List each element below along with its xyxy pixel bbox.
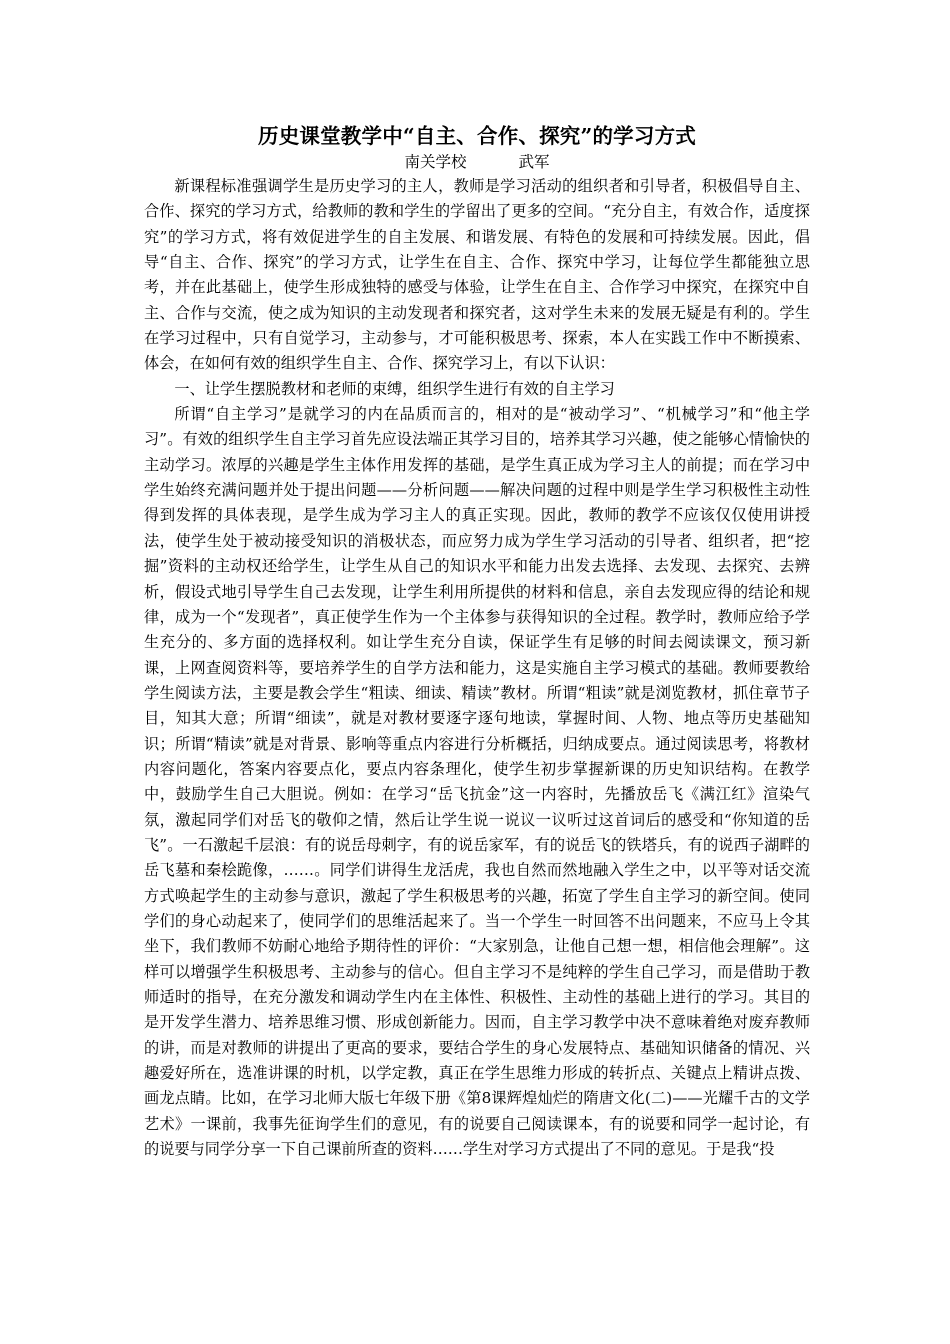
document-title: 历史课堂教学中“自主、合作、探究”的学习方式: [258, 124, 696, 148]
byline: [144, 150, 810, 174]
document-page: [144, 122, 810, 1162]
section-1-paragraph: 所谓“自主学习”是就学习的内在品质而言的，相对的是“被动学习”、“机械学习”和“他主学习”。有效的组织学生自主学习首先应设法端正其学习目的，培养其学习兴趣，使之能够心情愉快的主动学习。浓厚的兴趣是学生主体作用发挥的基础，是学生真正成为学习主人的前提；而在学习中学生始终充满问题并处于提出问题——分析问题——解决问题的过程中则是学生学习积极性主动性得到发挥的具体表现，是学生成为学习主人的真正实现。因此，教师的教学不应该仅仅使用讲授法，使学生处于被动接受知识的消极状态，而应努力成为学生学习活动的引导者、组织者，把“挖掘”资料的主动权还给学生，让学生从自己的知识水平和能力出发去选择、去发现、去探究、去辨析，假设式地引导学生自己去发现，让学生利用所提供的材料和信息，亲自去发现应得的结论和规律，成为一个“发现者”，真正使学生作为一个主体参与获得知识的全过程。教学时，教师应给予学生充分的、多方面的选择权利。如让学生充分自读，保证学生有足够的时间去阅读课文，预习新课，上网查阅资料等，要培养学生的自学方法和能力，这是实施自主学习模式的基础。教师要教给学生阅读方法，主要是教会学生“粗读、细读、精读”教材。所谓“粗读”就是浏览教材，抓住章节子目，知其大意；所谓“细读”，就是对教材要逐字逐句地读，掌握时间、人物、地点等历史基础知识；所谓“精读”就是对背景、影响等重点内容进行分析概括，归纳成要点。通过阅读思考，将教材内容问题化，答案内容要点化，要点内容条理化，使学生初步掌握新课的历史知识结构。在教学中，鼓励学生自己大胆说。例如：在学习“岳飞抗金”这一内容时，先播放岳飞《满江红》渲染气氛，激起同学们对岳飞的敬仰之情，然后让学生说一说议一议听过这首词后的感受和“你知道的岳飞”。一石激起千层浪：有的说岳母刺字，有的说岳家军，有的说岳飞的铁塔兵，有的说西子湖畔的岳飞墓和秦桧跪像，……。同学们讲得生龙活虎，我也自然而然地融入学生之中，以平等对话交流方式唤起学生的主动参与意识，激起了学生积极思考的兴趣，拓宽了学生自主学习的新空间。使同学们的身心动起来了，使同学们的思维活起来了。当一个学生一时回答不出问题来，不应马上令其坐下，我们教师不妨耐心地给予期待性的评价：“大家别急，让他自己想一想，相信他会理解”。这样可以增强学生积极思考、主动参与的信心。但自主学习不是纯粹的学生自己学习，而是借助于教师适时的指导，在充分激发和调动学生内在主体性、积极性、主动性的基础上进行的学习。其目的是开发学生潜力、培养思维习惯、形成创新能力。因而，自主学习教学中决不意味着绝对废弃教师的讲，而是对教师的讲提出了更高的要求，要结合学生的身心发展特点、基础知识储备的情况、兴趣爱好所在，选准讲课的时机，以学定教，真正在学生思维力形成的转折点、关键点上精讲点拨、画龙点睛。比如，在学习北师大版七年级下册《第8课辉煌灿烂的隋唐文化(二)——光耀千古的文学艺术》一课前，我事先征询学生们的意见，有的说要自己阅读课本，有的说要和同学一起讨论，有的说要与同学分享一下自己课前所查的资料……学生对学习方式提出了不同的意见。于是我“投: [144, 405, 810, 1159]
section-1-heading: 一、让学生摆脱教材和老师的束缚，组织学生进行有效的自主学习: [174, 379, 615, 398]
intro-paragraph: 新课程标准强调学生是历史学习的主人，教师是学习活动的组织者和引导者，积极倡导自主、合作、探究的学习方式，给教师的教和学生的学留出了更多的空间。“充分自主，有效合作，适度探究”的学习方式，将有效促进学生的自主发展、和谐发展、有特色的发展和可持续发展。因此，倡导“自主、合作、探究”的学习方式，让学生在自主、合作、探究中学习，让每位学生都能独立思考，并在此基础上，使学生形成独特的感受与体验，让学生在自主、合作学习中探究，在探究中自主、合作与交流，使之成为知识的主动发现者和探究者，这对学生未来的发展无疑是有利的。学生在学习过程中，只有自觉学习，主动参与，才可能积极思考、探索，本人在实践工作中不断摸索、体会，在如何有效的组织学生自主、合作、探究学习上，有以下认识：: [144, 177, 810, 373]
school-name: 南关学校: [404, 153, 467, 171]
author-name: 武军: [518, 153, 550, 171]
